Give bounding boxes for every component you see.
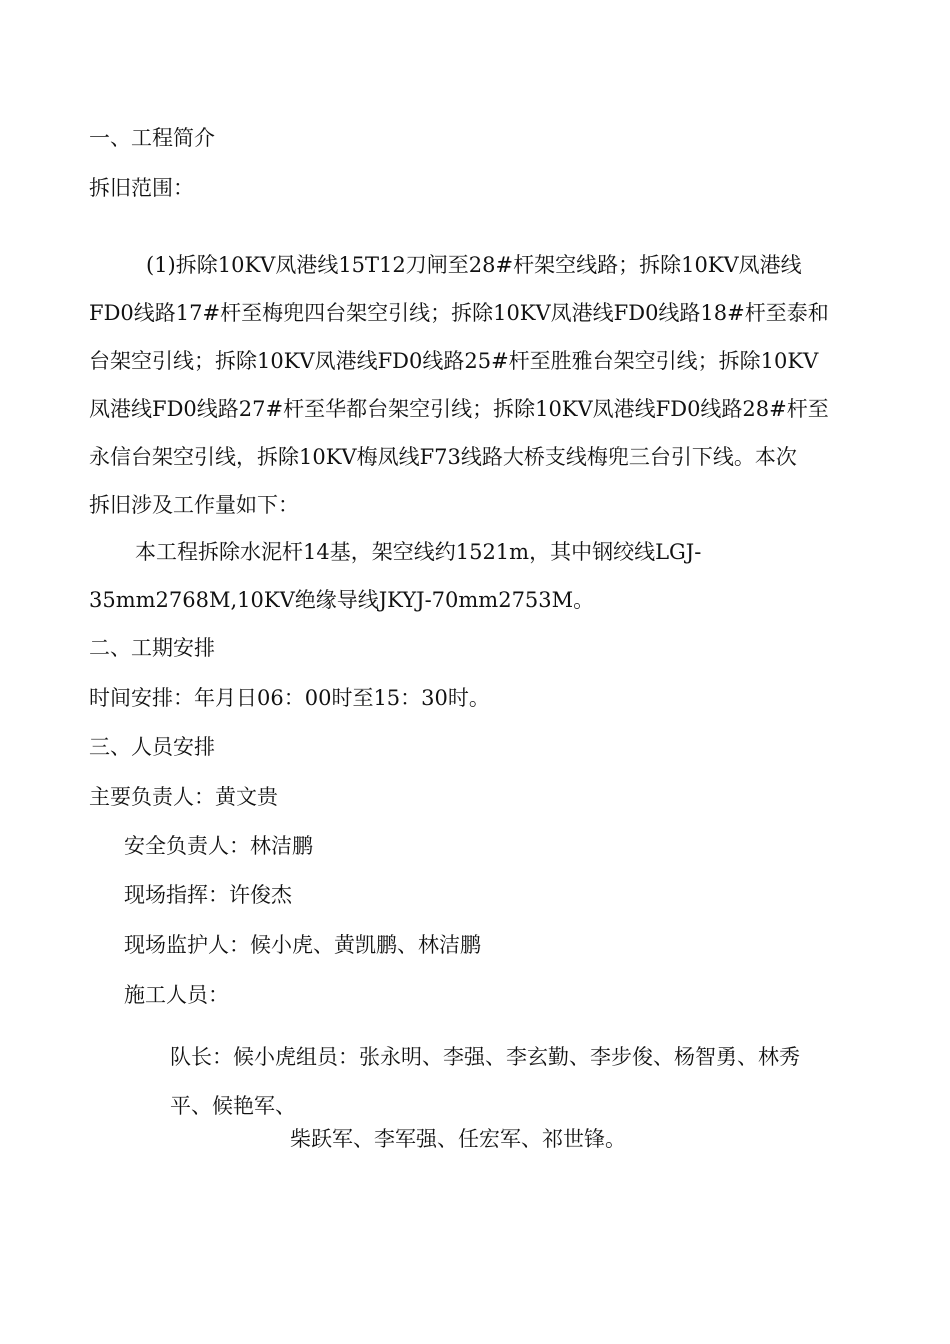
site-commander: 现场指挥：许俊杰 <box>124 883 292 907</box>
crew-label: 施工人员： <box>124 983 229 1007</box>
crew-line: 平、候艳军、 <box>170 1094 296 1118</box>
scope-line: FD0线路17#杆至梅兜四台架空引线；拆除10KV凤港线FD0线路18#杆至泰和 <box>89 301 829 325</box>
section1-heading: 一、工程简介 <box>89 126 215 150</box>
scope-line: 拆旧涉及工作量如下： <box>89 493 299 517</box>
main-lead: 主要负责人：黄文贵 <box>89 785 278 809</box>
scope-line: 凤港线FD0线路27#杆至华都台架空引线；拆除10KV凤港线FD0线路28#杆至 <box>89 397 829 421</box>
scope-line: 台架空引线；拆除10KV凤港线FD0线路25#杆至胜雅台架空引线；拆除10KV <box>89 349 819 373</box>
scope-line: (1)拆除10KV凤港线15T12刀闸至28#杆架空线路；拆除10KV凤港线 <box>146 253 802 277</box>
crew-line: 队长：候小虎组员：张永明、李强、李玄勤、李步俊、杨智勇、林秀 <box>170 1045 800 1069</box>
crew-line: 柴跃军、李军强、任宏军、祁世锋。 <box>290 1127 626 1151</box>
scope-label: 拆旧范围： <box>89 176 194 200</box>
scope-line: 永信台架空引线，拆除10KV梅凤线F73线路大桥支线梅兜三台引下线。本次 <box>89 445 797 469</box>
section2-heading: 二、工期安排 <box>89 636 215 660</box>
workload-line: 35mm2768M,10KV绝缘导线JKYJ-70mm2753M。 <box>89 588 595 612</box>
section3-heading: 三、人员安排 <box>89 735 215 759</box>
safety-lead: 安全负责人：林洁鹏 <box>124 834 313 858</box>
workload-line: 本工程拆除水泥杆14基，架空线约1521m，其中钢绞线LGJ- <box>135 540 702 564</box>
site-supervisors: 现场监护人：候小虎、黄凯鹏、林洁鹏 <box>124 933 481 957</box>
schedule-text: 时间安排：年月日06：00时至15：30时。 <box>89 686 490 710</box>
